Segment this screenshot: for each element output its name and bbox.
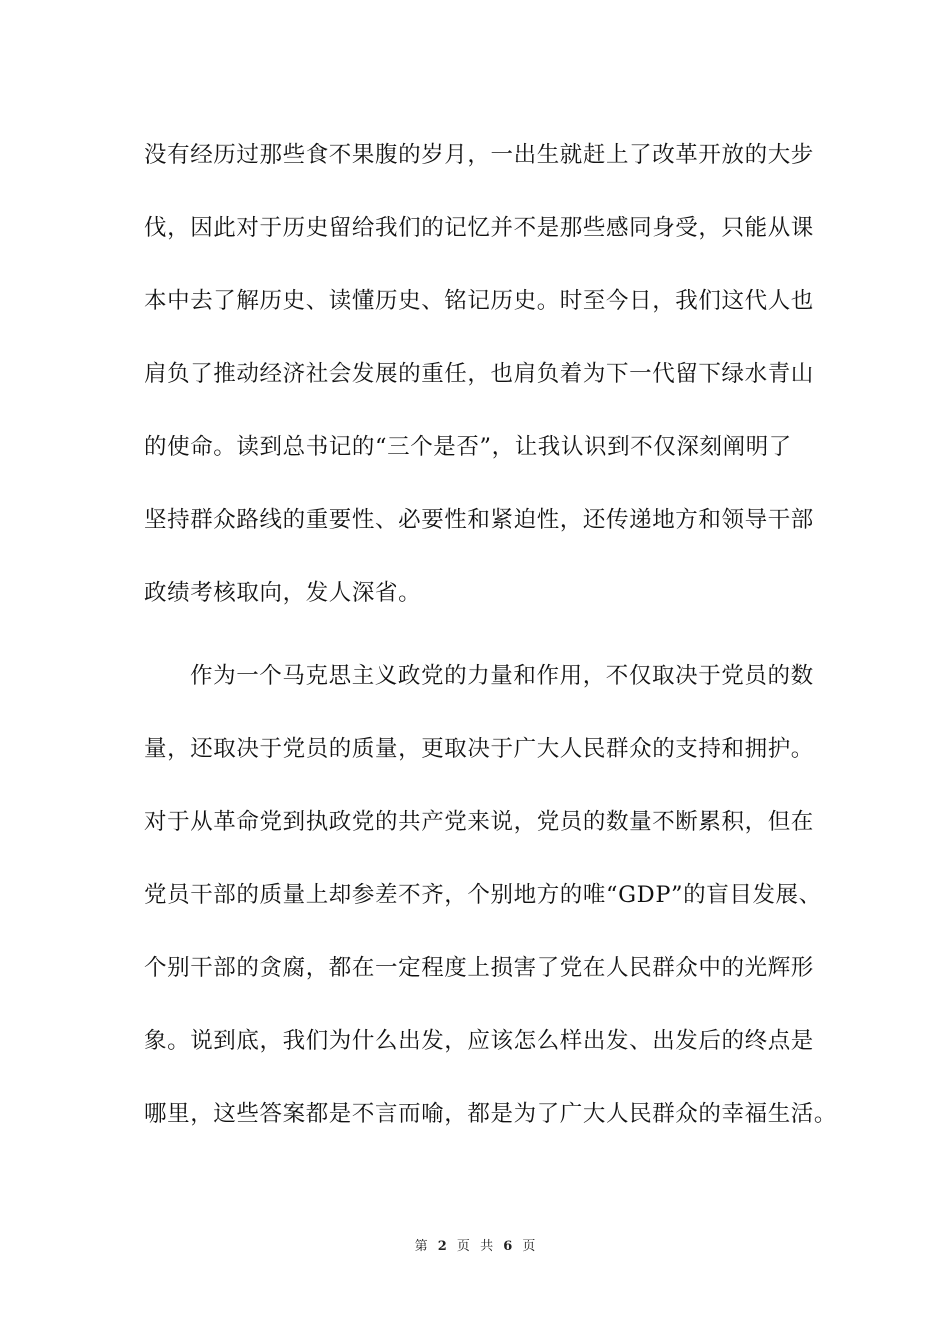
paragraph-2-line-4: 党员干部的质量上却参差不齐，个别地方的唯“GDP”的盲目发展、 xyxy=(144,882,822,908)
paragraph-2-line-1: 作为一个马克思主义政党的力量和作用，不仅取决于党员的数 xyxy=(190,663,814,689)
paragraph-2-line-5: 个别干部的贪腐，都在一定程度上损害了党在人民群众中的光辉形 xyxy=(144,955,814,981)
paragraph-1-line-6: 坚持群众路线的重要性、必要性和紧迫性，还传递地方和领导干部 xyxy=(144,507,814,533)
footer-label-ye: 页 xyxy=(456,1239,470,1254)
paragraph-1-line-7: 政绩考核取向，发人深省。 xyxy=(144,580,422,606)
paragraph-2-line-3: 对于从革命党到执政党的共产党来说，党员的数量不断累积，但在 xyxy=(144,809,814,835)
footer-total-pages: 6 xyxy=(503,1239,513,1254)
footer-label-ye-2: 页 xyxy=(522,1239,536,1254)
paragraph-2-line-7: 哪里，这些答案都是不言而喻，都是为了广大人民群众的幸福生活。 xyxy=(144,1101,838,1127)
paragraph-2-line-6: 象。说到底，我们为什么出发，应该怎么样出发、出发后的终点是 xyxy=(144,1028,814,1054)
page-footer xyxy=(0,1238,950,1256)
paragraph-1-line-3: 本中去了解历史、读懂历史、铭记历史。时至今日，我们这代人也 xyxy=(144,288,814,314)
footer-label-di: 第 xyxy=(414,1239,428,1254)
paragraph-2-line-2: 量，还取决于党员的质量，更取决于广大人民群众的支持和拥护。 xyxy=(144,736,814,762)
paragraph-1-line-4: 肩负了推动经济社会发展的重任，也肩负着为下一代留下绿水青山 xyxy=(144,361,814,387)
paragraph-1-line-1: 没有经历过那些食不果腹的岁月，一出生就赶上了改革开放的大步 xyxy=(144,142,814,168)
footer-label-gong: 共 xyxy=(480,1239,494,1254)
paragraph-1-line-2: 伐，因此对于历史留给我们的记忆并不是那些感同身受，只能从课 xyxy=(144,215,814,241)
paragraph-1-line-5: 的使命。读到总书记的“三个是否”，让我认识到不仅深刻阐明了 xyxy=(144,434,792,460)
footer-current-page: 2 xyxy=(437,1239,447,1254)
